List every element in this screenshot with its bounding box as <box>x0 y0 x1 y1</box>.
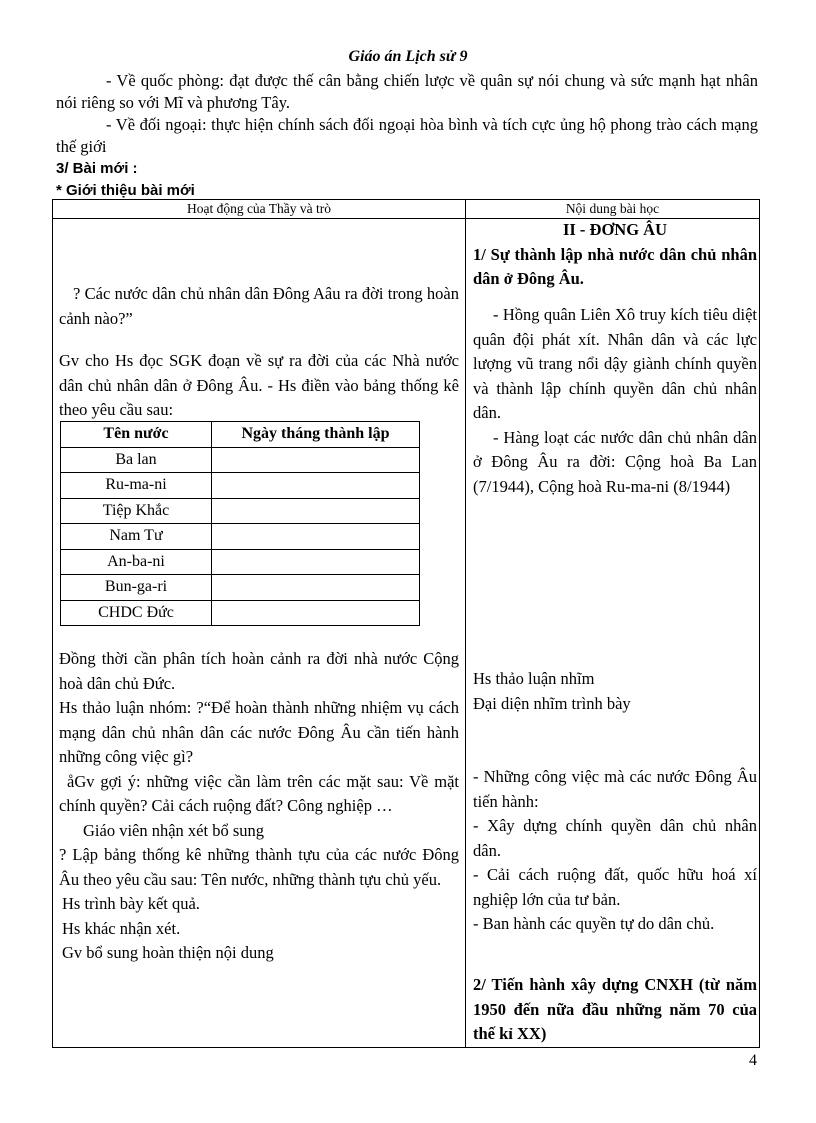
right-discussion <box>473 667 757 716</box>
intro-bai-moi: 3/ Bài mới : <box>56 160 138 177</box>
page-number: 4 <box>749 1052 757 1069</box>
page-header-title: Giáo án Lịch sử 9 <box>348 48 468 65</box>
sub-table-header-country: Tên nước <box>61 422 212 448</box>
table-row: Bun-ga-ri <box>61 575 420 601</box>
right-dai-dien: Đại diện nhĩm trình bày <box>473 693 631 713</box>
left-nhan-xet: Giáo viên nhận xét bổ sung <box>83 820 265 840</box>
right-heading-2: 2/ Tiến hành xây dựng CNXH (từ năm 1950 đến nữa đầu những năm 70 của thế kỉ XX) <box>473 975 757 1043</box>
right-cong-viec: - Những công việc mà các nước Đông Âu tiến hành: <box>473 767 757 811</box>
left-trinh-bay: Hs trình bày kết quả. <box>62 894 200 913</box>
table-row: Nam Tư <box>61 524 420 550</box>
right-content-1 <box>473 303 757 499</box>
header-noi-dung: Nội dung bài học <box>466 200 760 219</box>
right-hong-quan: - Hồng quân Liên Xô truy kích tiêu diệt quân đội phát xít. Nhân dân và các lực lượng vũ trang nổi dậy giành chính quyền và thành lập chính quyền dân chủ nhân dân. <box>473 305 757 422</box>
right-xay-dung: - Xây dựng chính quyền dân chủ nhân dân. <box>473 816 757 860</box>
section-title: II - ĐƠNG ÂU <box>562 220 668 239</box>
intro-section <box>56 70 758 202</box>
table-row: CHDC Đức <box>61 600 420 626</box>
left-column-cell <box>53 219 466 1048</box>
right-column-cell <box>466 219 760 1048</box>
right-content-2 <box>473 765 757 937</box>
right-section-2 <box>473 973 757 1047</box>
left-discussion-block <box>59 647 459 966</box>
intro-doi-ngoai: - Về đối ngoại: thực hiện chính sách đối ngoại hòa bình và tích cực ủng hộ phong trào cách mạng thế giới <box>56 115 758 156</box>
left-thao-luan: Hs thảo luận nhóm: ?“Để hoàn thành những nhiệm vụ cách mạng dân chủ nhân dân các nước Đông Âu cần tiến hành những công việc gì? <box>59 698 459 766</box>
intro-quoc-phong: - Về quốc phòng: đạt được thế cân bằng chiến lược về quân sự nói chung và sức mạnh hạt nhân nói riêng so với Mĩ và phương Tây. <box>56 71 758 112</box>
right-ban-hanh: - Ban hành các quyền tự do dân chủ. <box>473 914 715 933</box>
header-hoat-dong: Hoạt động của Thầy và trò <box>53 200 466 219</box>
table-row: Ba lan <box>61 447 420 473</box>
right-cai-cach: - Cải cách ruộng đất, quốc hữu hoá xí nghiệp lớn của tư bản. <box>473 865 757 909</box>
left-nhan-xet-khac: Hs khác nhận xét. <box>62 918 181 938</box>
lesson-table <box>52 199 760 1048</box>
right-section-1 <box>473 218 757 292</box>
left-gv-bo-sung: Gv bổ sung hoàn thiện nội dung <box>62 943 274 962</box>
left-question-1: ? Các nước dân chủ nhân dân Đông Aâu ra đời trong hoàn cảnh nào?” <box>59 284 459 328</box>
right-hang-loat: - Hàng loạt các nước dân chủ nhân dân ở Đông Âu ra đời: Cộng hoà Ba Lan (7/1944), Cộng hoà Ru-ma-ni (8/1944) <box>473 427 757 496</box>
table-row: Tiệp Khắc <box>61 498 420 524</box>
left-gv-instruction: Gv cho Hs đọc SGK đoạn về sự ra đời của các Nhà nước dân chủ nhân dân ở Đông Âu. - Hs điền vào bảng thống kê theo yêu cầu sau: <box>59 351 459 419</box>
left-lap-bang: ? Lập bảng thống kê những thành tựu của các nước Đông Âu theo yêu cầu sau: Tên nước, những thành tựu chủ yếu. <box>59 845 459 889</box>
country-statistics-table <box>60 421 420 626</box>
table-row: An-ba-ni <box>61 549 420 575</box>
left-dong-thoi: Đồng thời cần phân tích hoàn cảnh ra đời nhà nước Cộng hoà dân chủ Đức. <box>59 649 459 693</box>
left-goi-y: åGv gợi ý: những việc cần làm trên các mặt sau: Về mặt chính quyền? Cải cách ruộng đất? Công nghiệp … <box>59 771 459 815</box>
intro-gioi-thieu: * Giới thiệu bài mới <box>56 182 195 199</box>
sub-table-header-date: Ngày tháng thành lập <box>212 422 420 448</box>
right-thao-luan: Hs thảo luận nhĩm <box>473 669 595 688</box>
right-heading-1: 1/ Sự thành lập nhà nước dân chủ nhân dân ở Đông Âu. <box>473 244 757 288</box>
table-row: Ru-ma-ni <box>61 473 420 499</box>
